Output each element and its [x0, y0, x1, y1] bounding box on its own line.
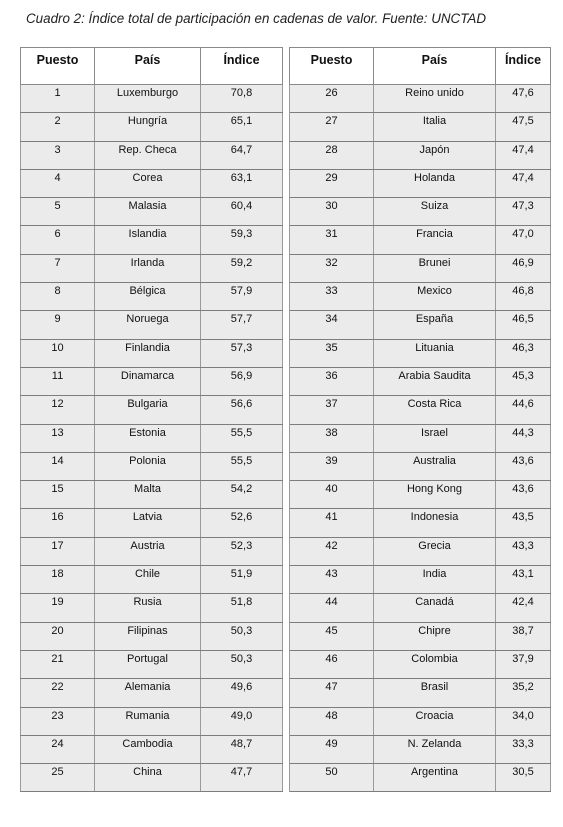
ranking-table	[20, 47, 551, 792]
column-gap	[283, 48, 290, 85]
cell-rank-left: 4	[21, 169, 95, 197]
table-caption: Cuadro 2: Índice total de participación en cadenas de valor. Fuente: UNCTAD	[26, 11, 486, 26]
table-row	[21, 679, 551, 707]
cell-rank-right: 45	[290, 622, 374, 650]
cell-country-left: Malta	[95, 481, 201, 509]
cell-index-left: 50,3	[201, 622, 283, 650]
cell-rank-right: 38	[290, 424, 374, 452]
cell-country-right: Israel	[374, 424, 496, 452]
cell-rank-left: 21	[21, 650, 95, 678]
cell-rank-left: 16	[21, 509, 95, 537]
table-row	[21, 283, 551, 311]
column-gap	[283, 283, 290, 311]
cell-country-right: España	[374, 311, 496, 339]
column-gap	[283, 367, 290, 395]
table-row	[21, 85, 551, 113]
cell-index-left: 49,0	[201, 707, 283, 735]
table-row	[21, 113, 551, 141]
cell-country-left: Bulgaria	[95, 396, 201, 424]
column-gap	[283, 226, 290, 254]
column-gap	[283, 537, 290, 565]
cell-rank-left: 18	[21, 566, 95, 594]
cell-index-right: 46,3	[496, 339, 551, 367]
column-gap	[283, 254, 290, 282]
cell-country-right: Holanda	[374, 169, 496, 197]
cell-country-right: India	[374, 566, 496, 594]
column-gap	[283, 452, 290, 480]
table-row	[21, 735, 551, 763]
table-row	[21, 367, 551, 395]
cell-country-left: Irlanda	[95, 254, 201, 282]
cell-index-left: 51,8	[201, 594, 283, 622]
cell-country-left: Finlandia	[95, 339, 201, 367]
cell-country-right: N. Zelanda	[374, 735, 496, 763]
cell-rank-left: 14	[21, 452, 95, 480]
table-row	[21, 764, 551, 792]
table-row	[21, 537, 551, 565]
cell-rank-right: 37	[290, 396, 374, 424]
cell-country-left: Polonia	[95, 452, 201, 480]
cell-country-right: Francia	[374, 226, 496, 254]
cell-country-left: Luxemburgo	[95, 85, 201, 113]
column-gap	[283, 566, 290, 594]
header-index-right: Índice	[496, 48, 551, 85]
cell-index-right: 46,5	[496, 311, 551, 339]
cell-country-left: Alemania	[95, 679, 201, 707]
cell-rank-left: 9	[21, 311, 95, 339]
cell-rank-right: 46	[290, 650, 374, 678]
cell-rank-left: 20	[21, 622, 95, 650]
column-gap	[283, 396, 290, 424]
cell-country-right: Indonesia	[374, 509, 496, 537]
cell-rank-right: 40	[290, 481, 374, 509]
table-body	[21, 85, 551, 792]
cell-country-left: Portugal	[95, 650, 201, 678]
column-gap	[283, 764, 290, 792]
header-country-left: País	[95, 48, 201, 85]
cell-country-left: China	[95, 764, 201, 792]
cell-index-right: 47,4	[496, 169, 551, 197]
table-row	[21, 339, 551, 367]
table-row	[21, 452, 551, 480]
cell-index-left: 70,8	[201, 85, 283, 113]
cell-index-left: 60,4	[201, 198, 283, 226]
cell-index-left: 51,9	[201, 566, 283, 594]
cell-country-right: Costa Rica	[374, 396, 496, 424]
column-gap	[283, 622, 290, 650]
cell-index-right: 47,3	[496, 198, 551, 226]
cell-country-right: Colombia	[374, 650, 496, 678]
cell-index-left: 48,7	[201, 735, 283, 763]
cell-rank-left: 24	[21, 735, 95, 763]
column-gap	[283, 339, 290, 367]
cell-rank-left: 13	[21, 424, 95, 452]
cell-index-left: 56,6	[201, 396, 283, 424]
cell-index-left: 65,1	[201, 113, 283, 141]
header-row	[21, 48, 551, 85]
cell-rank-left: 1	[21, 85, 95, 113]
cell-index-right: 42,4	[496, 594, 551, 622]
header-rank-left: Puesto	[21, 48, 95, 85]
table-row	[21, 226, 551, 254]
cell-index-right: 34,0	[496, 707, 551, 735]
header-index-left: Índice	[201, 48, 283, 85]
cell-country-left: Dinamarca	[95, 367, 201, 395]
table-row	[21, 169, 551, 197]
cell-index-right: 47,4	[496, 141, 551, 169]
column-gap	[283, 650, 290, 678]
table-row	[21, 396, 551, 424]
cell-index-right: 47,6	[496, 85, 551, 113]
cell-index-left: 56,9	[201, 367, 283, 395]
cell-rank-left: 22	[21, 679, 95, 707]
table-row	[21, 311, 551, 339]
cell-rank-left: 5	[21, 198, 95, 226]
cell-rank-right: 48	[290, 707, 374, 735]
cell-rank-right: 32	[290, 254, 374, 282]
cell-index-right: 30,5	[496, 764, 551, 792]
cell-index-right: 43,6	[496, 481, 551, 509]
cell-index-left: 63,1	[201, 169, 283, 197]
table-row	[21, 254, 551, 282]
cell-index-left: 59,2	[201, 254, 283, 282]
cell-country-left: Austria	[95, 537, 201, 565]
cell-country-left: Rumania	[95, 707, 201, 735]
cell-country-right: Lituania	[374, 339, 496, 367]
cell-country-right: Japón	[374, 141, 496, 169]
cell-country-left: Estonia	[95, 424, 201, 452]
column-gap	[283, 169, 290, 197]
cell-index-left: 64,7	[201, 141, 283, 169]
cell-country-right: Brunei	[374, 254, 496, 282]
cell-country-left: Latvia	[95, 509, 201, 537]
cell-index-right: 46,8	[496, 283, 551, 311]
cell-country-left: Malasia	[95, 198, 201, 226]
cell-index-left: 59,3	[201, 226, 283, 254]
cell-country-right: Chipre	[374, 622, 496, 650]
cell-index-right: 44,6	[496, 396, 551, 424]
column-gap	[283, 509, 290, 537]
column-gap	[283, 707, 290, 735]
cell-country-left: Islandia	[95, 226, 201, 254]
cell-rank-left: 25	[21, 764, 95, 792]
cell-rank-left: 17	[21, 537, 95, 565]
cell-index-left: 50,3	[201, 650, 283, 678]
cell-rank-left: 3	[21, 141, 95, 169]
cell-index-left: 47,7	[201, 764, 283, 792]
table-row	[21, 707, 551, 735]
cell-country-right: Arabia Saudita	[374, 367, 496, 395]
cell-country-left: Hungría	[95, 113, 201, 141]
cell-rank-right: 44	[290, 594, 374, 622]
cell-rank-right: 35	[290, 339, 374, 367]
cell-index-left: 52,6	[201, 509, 283, 537]
cell-index-left: 52,3	[201, 537, 283, 565]
cell-rank-right: 27	[290, 113, 374, 141]
cell-index-right: 43,5	[496, 509, 551, 537]
cell-country-right: Italia	[374, 113, 496, 141]
cell-rank-left: 6	[21, 226, 95, 254]
cell-country-left: Bélgica	[95, 283, 201, 311]
cell-country-right: Australia	[374, 452, 496, 480]
column-gap	[283, 113, 290, 141]
cell-index-right: 46,9	[496, 254, 551, 282]
cell-country-right: Canadá	[374, 594, 496, 622]
cell-country-left: Chile	[95, 566, 201, 594]
cell-country-left: Cambodia	[95, 735, 201, 763]
table-row	[21, 650, 551, 678]
column-gap	[283, 85, 290, 113]
cell-index-right: 43,1	[496, 566, 551, 594]
ranking-table-container	[20, 47, 550, 792]
cell-index-left: 55,5	[201, 424, 283, 452]
cell-rank-left: 10	[21, 339, 95, 367]
cell-country-left: Filipinas	[95, 622, 201, 650]
cell-country-right: Croacia	[374, 707, 496, 735]
table-row	[21, 481, 551, 509]
cell-rank-left: 12	[21, 396, 95, 424]
cell-rank-right: 41	[290, 509, 374, 537]
cell-index-right: 47,5	[496, 113, 551, 141]
cell-country-right: Hong Kong	[374, 481, 496, 509]
cell-rank-right: 36	[290, 367, 374, 395]
cell-index-left: 57,9	[201, 283, 283, 311]
cell-rank-right: 39	[290, 452, 374, 480]
column-gap	[283, 141, 290, 169]
cell-country-right: Brasil	[374, 679, 496, 707]
column-gap	[283, 594, 290, 622]
cell-rank-left: 8	[21, 283, 95, 311]
cell-rank-right: 47	[290, 679, 374, 707]
column-gap	[283, 679, 290, 707]
column-gap	[283, 198, 290, 226]
cell-country-right: Argentina	[374, 764, 496, 792]
cell-index-right: 47,0	[496, 226, 551, 254]
table-row	[21, 141, 551, 169]
cell-index-left: 49,6	[201, 679, 283, 707]
table-row	[21, 509, 551, 537]
cell-index-left: 55,5	[201, 452, 283, 480]
cell-rank-right: 42	[290, 537, 374, 565]
cell-country-right: Reino unido	[374, 85, 496, 113]
table-row	[21, 424, 551, 452]
cell-rank-right: 26	[290, 85, 374, 113]
cell-index-right: 35,2	[496, 679, 551, 707]
cell-rank-right: 34	[290, 311, 374, 339]
cell-rank-right: 43	[290, 566, 374, 594]
cell-index-left: 54,2	[201, 481, 283, 509]
cell-rank-left: 19	[21, 594, 95, 622]
column-gap	[283, 424, 290, 452]
cell-index-right: 44,3	[496, 424, 551, 452]
column-gap	[283, 735, 290, 763]
cell-index-right: 43,6	[496, 452, 551, 480]
cell-index-left: 57,3	[201, 339, 283, 367]
header-country-right: País	[374, 48, 496, 85]
cell-country-left: Corea	[95, 169, 201, 197]
cell-rank-right: 49	[290, 735, 374, 763]
cell-rank-right: 33	[290, 283, 374, 311]
column-gap	[283, 481, 290, 509]
table-row	[21, 622, 551, 650]
column-gap	[283, 311, 290, 339]
cell-country-right: Suiza	[374, 198, 496, 226]
cell-rank-right: 29	[290, 169, 374, 197]
header-rank-right: Puesto	[290, 48, 374, 85]
cell-index-right: 37,9	[496, 650, 551, 678]
cell-rank-left: 11	[21, 367, 95, 395]
cell-index-right: 45,3	[496, 367, 551, 395]
cell-rank-left: 2	[21, 113, 95, 141]
cell-index-right: 38,7	[496, 622, 551, 650]
cell-country-left: Rusia	[95, 594, 201, 622]
cell-country-right: Grecia	[374, 537, 496, 565]
cell-rank-left: 23	[21, 707, 95, 735]
cell-rank-right: 28	[290, 141, 374, 169]
cell-index-right: 43,3	[496, 537, 551, 565]
cell-rank-left: 7	[21, 254, 95, 282]
cell-country-left: Noruega	[95, 311, 201, 339]
cell-country-left: Rep. Checa	[95, 141, 201, 169]
table-row	[21, 566, 551, 594]
cell-rank-right: 50	[290, 764, 374, 792]
cell-rank-left: 15	[21, 481, 95, 509]
table-row	[21, 594, 551, 622]
cell-rank-right: 31	[290, 226, 374, 254]
cell-country-right: Mexico	[374, 283, 496, 311]
cell-rank-right: 30	[290, 198, 374, 226]
cell-index-right: 33,3	[496, 735, 551, 763]
cell-index-left: 57,7	[201, 311, 283, 339]
table-row	[21, 198, 551, 226]
